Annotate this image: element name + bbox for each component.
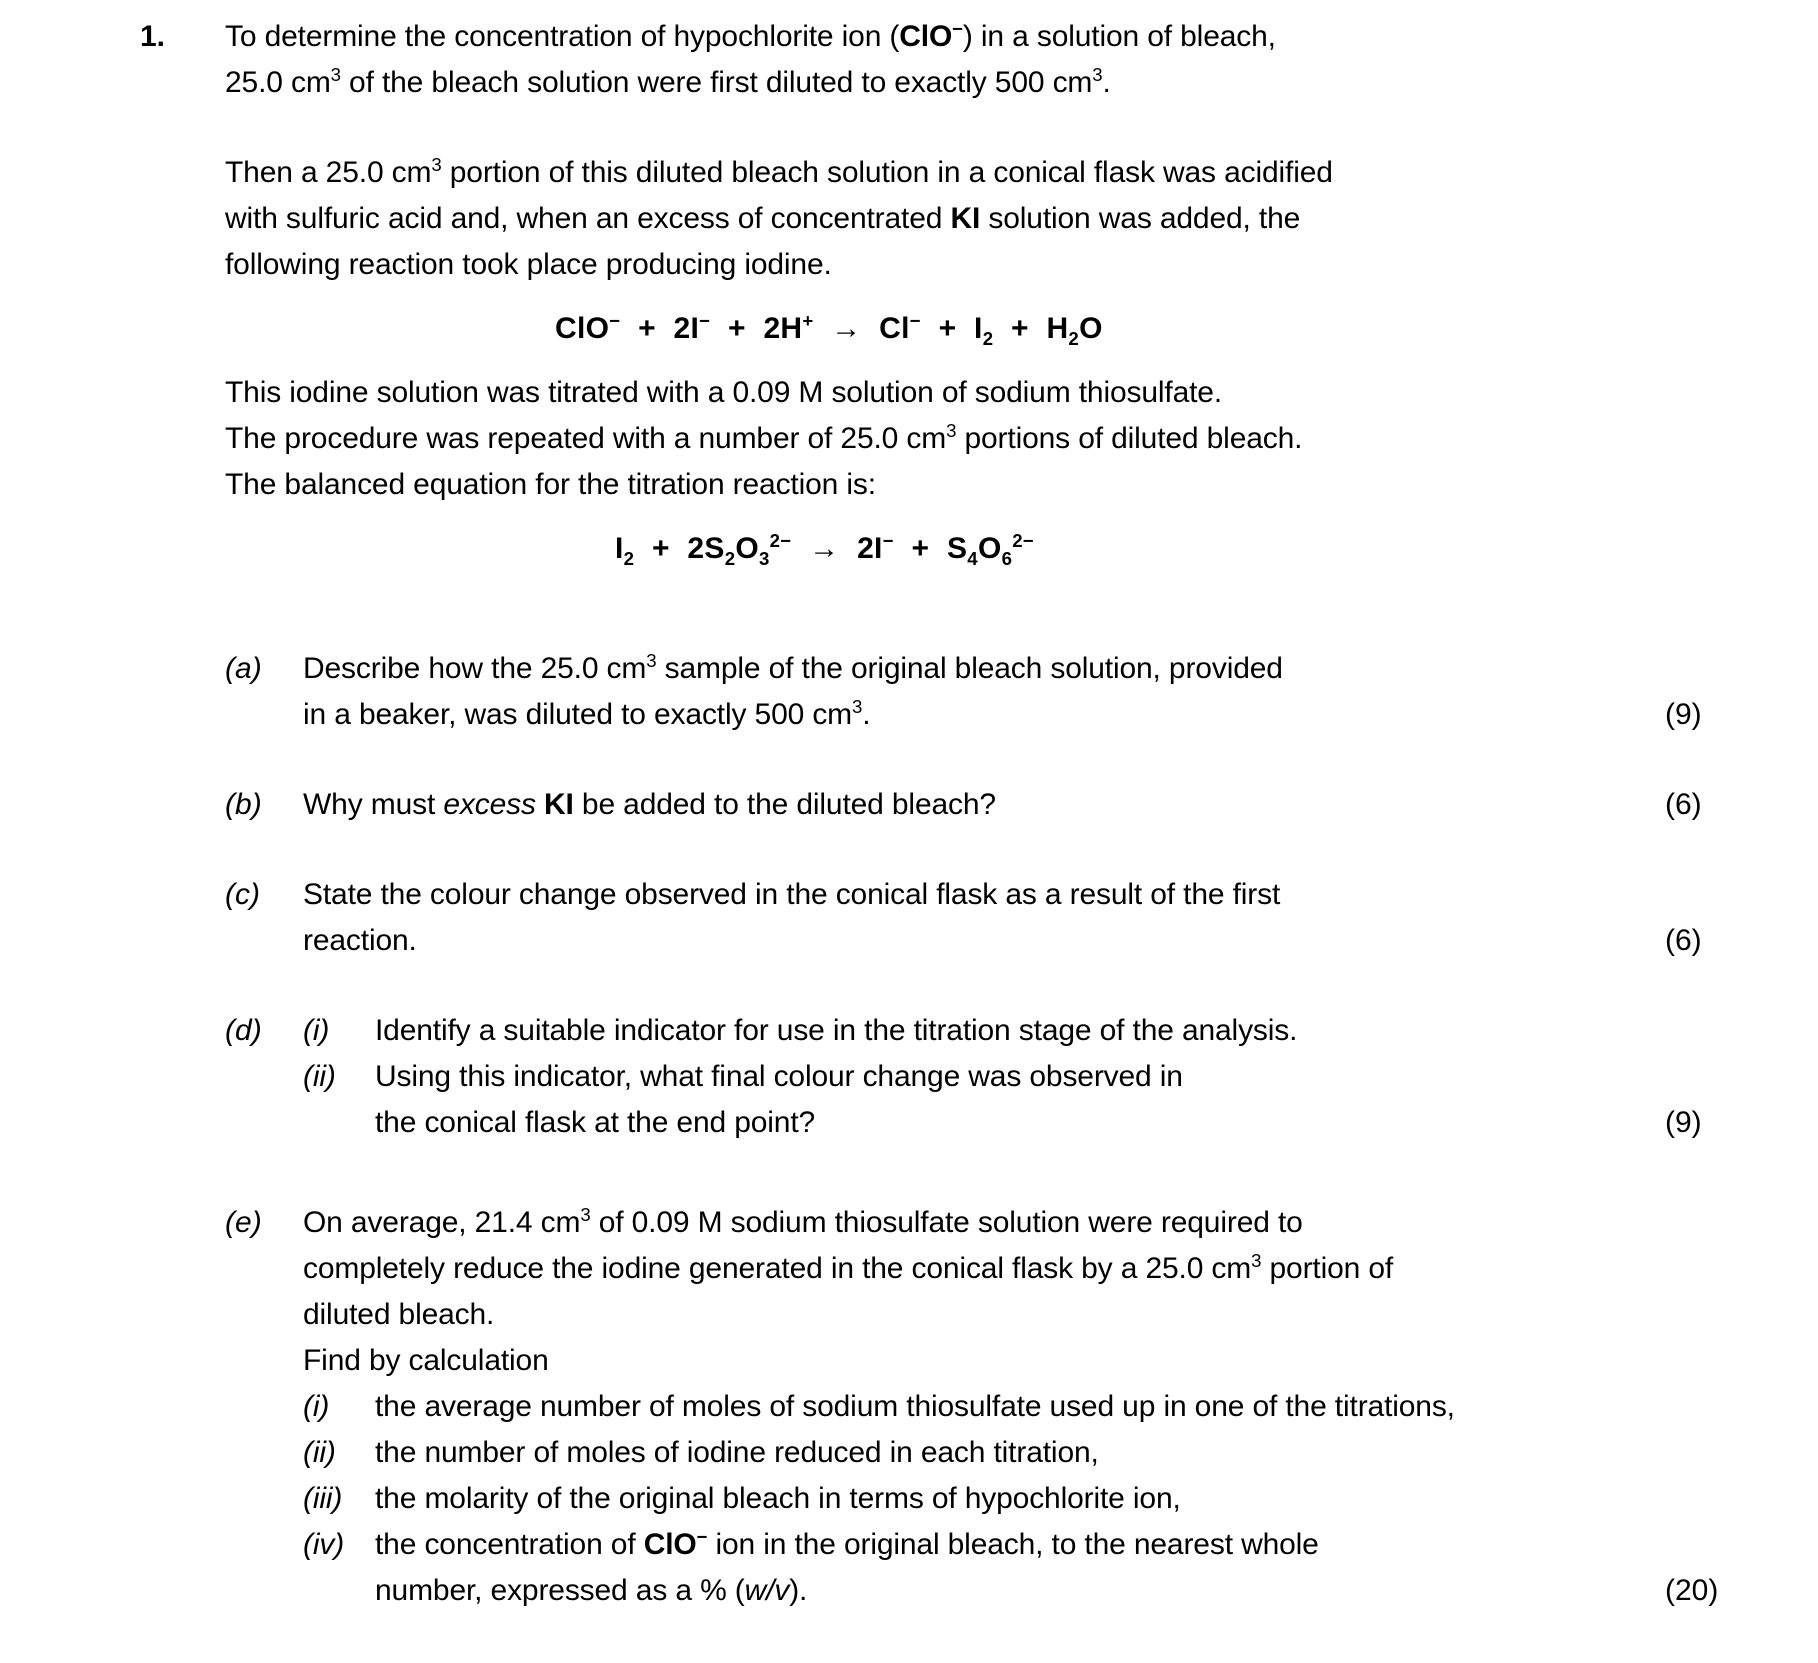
part-e-i-text: the average number of moles of sodium thiosulfate used up in one of the titrations, (375, 1390, 1455, 1423)
eq1-product-1-charge: − (909, 310, 921, 331)
part-d-subpart-ii (303, 1054, 1433, 1146)
ki-formula: KI (950, 202, 981, 235)
eq2-reactant-2-charge: 2− (769, 530, 792, 551)
part-e-marks: (20) (1665, 1574, 1719, 1607)
question-number: 1. (140, 20, 166, 53)
hypochlorite-formula: ClO (899, 20, 953, 53)
eq1-product-3-sub: 2 (1068, 328, 1080, 349)
para3-line1: This iodine solution was titrated with a 0.09 M solution of sodium thiosulfate. (225, 376, 1223, 409)
para3-line3: The balanced equation for the titration reaction is: (225, 468, 876, 501)
question-block (140, 14, 1758, 1614)
eq2-reactant-1: I (615, 532, 624, 565)
part-a-marks: (9) (1665, 698, 1702, 731)
eq1-plus-4: + (1010, 312, 1029, 345)
part-e-ii-text: the number of moles of iodine reduced in each titration, (375, 1436, 1099, 1469)
eq2-product-1: 2I (857, 532, 883, 565)
eq1-reactant-1-charge: − (609, 310, 621, 331)
spacer (225, 572, 1758, 616)
hypochlorite-charge-iv: − (696, 1526, 708, 1547)
part-d-i-label: (i) (303, 1014, 330, 1047)
eq2-product-2-sub-2: 6 (1001, 548, 1013, 569)
part-d-ii-text (375, 1054, 1433, 1146)
eq2-reactant-2-sub-1: 2 (724, 548, 736, 569)
part-e-iv-text-a: the concentration of (375, 1528, 644, 1561)
part-a-text-c: in a beaker, was diluted to exactly 500 cm (303, 698, 853, 731)
equation-2 (615, 526, 1758, 572)
part-d-subpart-i (303, 1008, 1433, 1054)
eq2-reactant-2-b: O (735, 532, 759, 565)
part-a-text-d: . (862, 698, 871, 731)
para2-seg1: Then a 25.0 cm (225, 156, 432, 189)
eq1-product-1: Cl (879, 312, 910, 345)
spacer (225, 1190, 1758, 1200)
part-e-iv-roman: iv (312, 1528, 335, 1561)
part-e-label: (e) (225, 1206, 262, 1239)
part-d-i-text: Identify a suitable indicator for use in the titration stage of the analysis. (375, 1014, 1298, 1047)
part-a-text (303, 646, 1433, 738)
eq1-reactant-2-charge: − (699, 310, 711, 331)
paragraph-2 (225, 150, 1355, 288)
intro-paragraph (225, 14, 1355, 106)
part-e-i-roman: i (312, 1390, 320, 1423)
eq1-reactant-1: ClO (555, 312, 610, 345)
part-e-i-label: (i) (303, 1390, 330, 1423)
part-e-intro-a: On average, 21.4 cm (303, 1206, 581, 1239)
part-d (225, 1008, 1758, 1146)
eq1-plus-3: + (938, 312, 957, 345)
part-d-i-roman: i (312, 1014, 320, 1047)
spacer (225, 1146, 1758, 1190)
para3-line2-b: portions of diluted bleach. (956, 422, 1303, 455)
part-e-subpart-i (303, 1384, 1593, 1430)
part-a-text-b: sample of the original bleach solution, provided (656, 652, 1283, 685)
para3-line2-a: The procedure was repeated with a number of 25.0 cm (225, 422, 947, 455)
eq2-product-2-b: O (977, 532, 1002, 565)
part-b-text (303, 782, 1433, 828)
equation-1 (555, 306, 1758, 352)
part-d-marks: (9) (1665, 1106, 1702, 1139)
cm-cubed-sup-8: 3 (1251, 1250, 1262, 1271)
para2-seg2: portion of this diluted bleach solution in a conical flask was acidified with sulfuric acid and, when an excess of concentrated (225, 156, 1333, 235)
part-e-iv-text (375, 1522, 1593, 1614)
paragraph-3 (225, 370, 1465, 508)
part-e-ii-roman: ii (312, 1436, 326, 1469)
spacer (225, 828, 1758, 872)
hypochlorite-formula-iv: ClO (643, 1528, 697, 1561)
part-e-iii-text: the molarity of the original bleach in terms of hypochlorite ion, (375, 1482, 1181, 1515)
eq1-product-3-a: H (1046, 312, 1069, 345)
eq1-product-2: I (974, 312, 983, 345)
part-d-ii-line-1: Using this indicator, what final colour change was observed in (375, 1060, 1183, 1093)
cm-cubed-sup-4: 3 (946, 420, 957, 441)
part-c-line-2: reaction. (303, 924, 417, 957)
part-c-marks: (6) (1665, 924, 1702, 957)
intro-volume: 25.0 cm (225, 66, 331, 99)
part-c-line-1: State the colour change observed in the conical flask as a result of the first (303, 878, 1281, 911)
part-b-marks: (6) (1665, 788, 1702, 821)
part-b-text-a: Why must (303, 788, 444, 821)
part-e-text (303, 1200, 1593, 1614)
hypochlorite-charge: − (952, 18, 963, 39)
eq2-product-2-sub-1: 4 (967, 548, 978, 569)
cm-cubed-sup-7: 3 (580, 1204, 591, 1225)
part-e-iv-text-b: ion in the original bleach, to the nearest whole (707, 1528, 1319, 1561)
eq2-plus-2: + (911, 532, 930, 565)
wv-notation: w/v (744, 1574, 790, 1607)
eq1-product-3-b: O (1079, 312, 1103, 345)
part-e-ii-label: (ii) (303, 1436, 336, 1469)
cm-cubed-sup-1: 3 (330, 64, 341, 85)
part-e-iii-label: (iii) (303, 1482, 343, 1515)
part-a-letter: a (235, 652, 252, 685)
eq1-reactant-2: 2I (673, 312, 700, 345)
spacer (225, 616, 1758, 646)
part-e-letter: e (235, 1206, 252, 1239)
part-b-space (536, 788, 544, 821)
part-e-intro-c: portion of diluted bleach. (303, 1252, 1394, 1331)
part-e-subpart-ii (303, 1430, 1593, 1476)
part-a-text-a: Describe how the 25.0 cm (303, 652, 647, 685)
part-c-text (303, 872, 1433, 964)
spacer (225, 352, 1758, 370)
ki-formula-b: KI (544, 788, 574, 821)
parts-container (225, 646, 1758, 1614)
part-c (225, 872, 1758, 964)
part-e-intro (303, 1200, 1433, 1338)
eq2-product-2-charge: 2− (1012, 530, 1035, 551)
spacer (225, 964, 1758, 1008)
part-e-subpart-iv (303, 1522, 1593, 1614)
part-e-iii-roman: iii (312, 1482, 333, 1515)
spacer (225, 508, 1758, 526)
part-d-letter: d (235, 1014, 252, 1047)
part-d-ii-roman: ii (312, 1060, 326, 1093)
eq2-reactant-2-sub-2: 3 (759, 548, 770, 569)
part-e-iv-label: (iv) (303, 1528, 345, 1561)
intro-text-a: To determine the concentration of hypochlorite ion ( (225, 20, 900, 53)
part-d-text (303, 1008, 1433, 1146)
eq2-reactant-1-sub: 2 (623, 548, 635, 569)
para2-seg3: solution was added, the following reaction took place producing iodine. (225, 202, 1301, 281)
eq2-arrow: → (809, 532, 840, 565)
intro-text-d: . (1102, 66, 1111, 99)
eq2-reactant-2-a: 2S (687, 532, 725, 565)
find-by-calculation-line: Find by calculation (303, 1344, 549, 1377)
part-d-ii-line-2: the conical flask at the end point? (375, 1106, 816, 1139)
part-b (225, 782, 1758, 828)
part-c-label: (c) (225, 878, 260, 911)
part-e (225, 1200, 1758, 1614)
part-e-iv-line2-b: ). (789, 1574, 808, 1607)
part-e-subpart-iii (303, 1476, 1593, 1522)
eq1-plus-2: + (727, 312, 746, 345)
cm-cubed-sup-3: 3 (431, 154, 442, 175)
eq2-plus-1: + (651, 532, 670, 565)
part-a-label: (a) (225, 652, 262, 685)
eq1-reactant-3: 2H (763, 312, 803, 345)
part-e-iv-line2-a: number, expressed as a % ( (375, 1574, 745, 1607)
intro-text-b: ) in a solution of bleach, (962, 20, 1276, 53)
part-c-letter: c (235, 878, 250, 911)
excess-emphasis: excess (443, 788, 536, 821)
eq1-arrow: → (831, 312, 862, 345)
cm-cubed-sup-6: 3 (852, 696, 863, 717)
part-d-label: (d) (225, 1014, 262, 1047)
spacer (225, 738, 1758, 782)
part-d-ii-label: (ii) (303, 1060, 336, 1093)
cm-cubed-sup-2: 3 (1092, 64, 1103, 85)
part-b-text-c: be added to the diluted bleach? (573, 788, 996, 821)
eq1-product-2-sub: 2 (982, 328, 994, 349)
intro-text-c: of the bleach solution were first diluted to exactly 500 cm (340, 66, 1093, 99)
part-b-label: (b) (225, 788, 262, 821)
eq1-reactant-3-charge: + (802, 310, 814, 331)
part-b-letter: b (235, 788, 252, 821)
part-e-intro-b: of 0.09 M sodium thiosulfate solution were required to completely reduce the iodine generated in the conical flask by a 25.0 cm (303, 1206, 1303, 1285)
eq1-plus-1: + (638, 312, 656, 345)
eq2-product-1-charge: − (882, 530, 894, 551)
cm-cubed-sup-5: 3 (646, 650, 657, 671)
part-a (225, 646, 1758, 738)
question-body (225, 14, 1758, 1614)
spacer (225, 106, 1758, 150)
eq2-product-2-a: S (946, 532, 968, 565)
spacer (225, 288, 1758, 306)
